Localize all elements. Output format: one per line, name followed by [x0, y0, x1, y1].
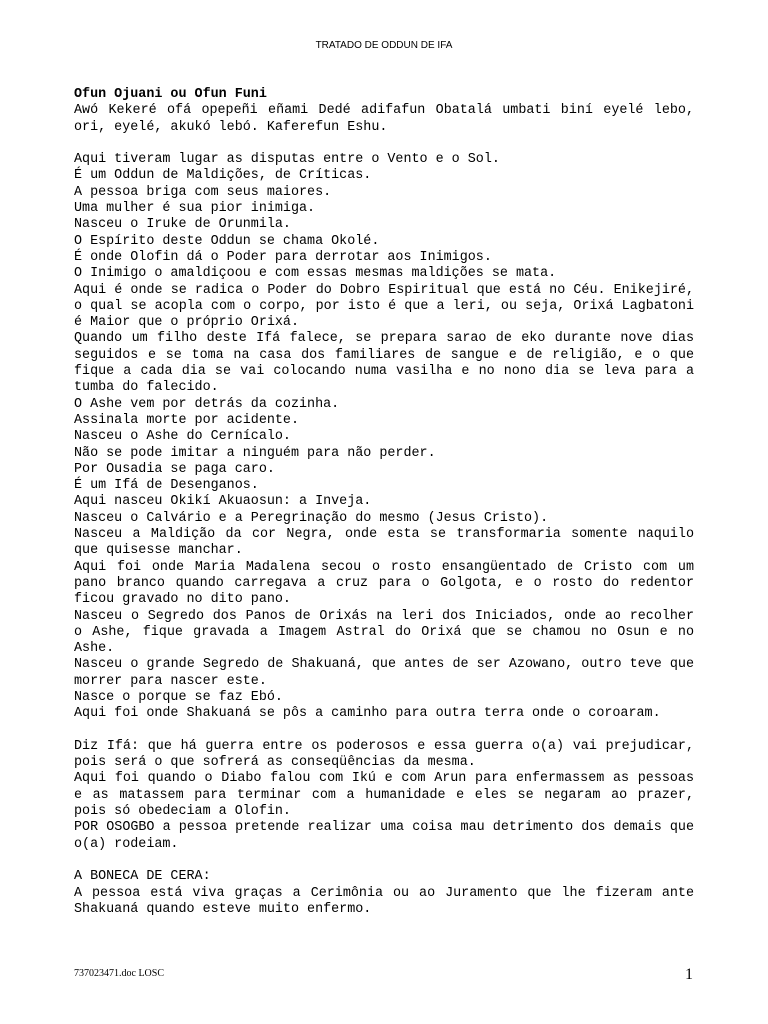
ifa-paragraph: POR OSOGBO a pessoa pretende realizar uma coisa mau detrimento dos demais que o(a) rodeiam. — [74, 820, 694, 852]
text-line: Nasceu o Calvário e a Peregrinação do mesmo (Jesus Cristo). — [74, 510, 549, 526]
text-line: Uma mulher é sua pior inimiga. — [74, 201, 316, 217]
text-line: É onde Olofin dá o Poder para derrotar aos Inimigos. — [74, 249, 492, 265]
text-line: O Ashe vem por detrás da cozinha. — [74, 396, 340, 412]
page-header: TRATADO DE ODDUN DE IFA — [315, 40, 453, 51]
text-line: Aqui tiveram lugar as disputas entre o Vento e o Sol. — [74, 152, 500, 168]
text-line: Nasceu o grande Segredo de Shakuaná, que antes de ser Azowano, outro teve que morrer para nascer este. — [74, 657, 694, 689]
ifa-paragraph: Diz Ifá: que há guerra entre os poderosos e essa guerra o(a) vai prejudicar, pois será o que sofrerá as conseqüências da mesma. — [74, 738, 694, 771]
text-line: Nasceu a Maldição da cor Negra, onde esta se transformaria somente naquilo que quisesse manchar. — [74, 527, 694, 559]
text-line: Nasceu o Ashe do Cernícalo. — [74, 429, 291, 445]
text-line: Quando um filho deste Ifá falece, se prepara sarao de eko durante nove dias seguidos e se toma na casa dos familiares de sangue e de religião, e o que fique a cada dia se vai colocando numa vasilha e no nono dia se leva para a tumba do falecido. — [74, 331, 694, 396]
footer-filename: 737023471.doc — [74, 968, 136, 979]
page-footer — [74, 968, 164, 979]
text-line: Aqui nasceu Okikí Akuaosun: a Inveja. — [74, 494, 372, 510]
footer-tag: LOSC — [138, 968, 165, 979]
boneca-heading: A BONECA DE CERA: — [74, 869, 211, 885]
document-body — [74, 87, 694, 918]
invocation-paragraph: Awó Kekeré ofá opepeñi eñami Dedé adifafun Obatalá umbati biní eyelé lebo, ori, eyelé, akukó lebó. Kaferefun Eshu. — [74, 103, 694, 135]
ifa-paragraph: Aqui foi quando o Diabo falou com Ikú e com Arun para enfermassem as pessoas e as matassem para terminar com a humanidade e eles se negaram ao prazer, pois só obedeciam a Olofin. — [74, 771, 694, 820]
text-line: Nasceu o Segredo dos Panos de Orixás na leri dos Iniciados, onde ao recolher o Ashe, fique gravada a Imagem Astral do Orixá que se chamou no Osun e no Ashe. — [74, 608, 694, 657]
text-line: Aqui foi onde Maria Madalena secou o rosto ensangüentado de Cristo com um pano branco quando carregava a cruz para o Golgota, e o rosto do redentor ficou gravado no dito pano. — [74, 559, 694, 608]
text-line: O Espírito deste Oddun se chama Okolé. — [74, 233, 380, 249]
boneca-paragraph: A pessoa está viva graças a Cerimônia ou ao Juramento que lhe fizeram ante Shakuaná quando esteve muito enfermo. — [74, 885, 694, 917]
section-title: Ofun Ojuani ou Ofun Funi — [74, 87, 267, 102]
text-line: É um Oddun de Maldições, de Críticas. — [74, 168, 372, 184]
text-line: Nasceu o Iruke de Orunmila. — [74, 217, 291, 233]
blank-line — [74, 853, 694, 869]
text-line: Por Ousadia se paga caro. — [74, 461, 275, 477]
text-line: Aqui foi onde Shakuaná se pôs a caminho para outra terra onde o coroaram. — [74, 706, 661, 722]
text-line: Aqui é onde se radica o Poder do Dobro Espiritual que está no Céu. Enikejiré, o qual se acopla com o corpo, por isto é que a leri, ou seja, Orixá Lagbatoni é Maior que o próprio Orixá. — [74, 282, 694, 331]
text-line: A pessoa briga com seus maiores. — [74, 184, 332, 200]
text-line: Nasce o porque se faz Ebó. — [74, 689, 283, 705]
text-line: Assinala morte por acidente. — [74, 412, 299, 428]
text-line: O Inimigo o amaldiçoou e com essas mesmas maldições se mata. — [74, 266, 557, 282]
text-line: É um Ifá de Desenganos. — [74, 478, 259, 494]
blank-line — [74, 723, 694, 739]
blank-line — [74, 136, 694, 152]
text-line: Não se pode imitar a ninguém para não perder. — [74, 445, 436, 461]
page-number: 1 — [685, 966, 693, 983]
